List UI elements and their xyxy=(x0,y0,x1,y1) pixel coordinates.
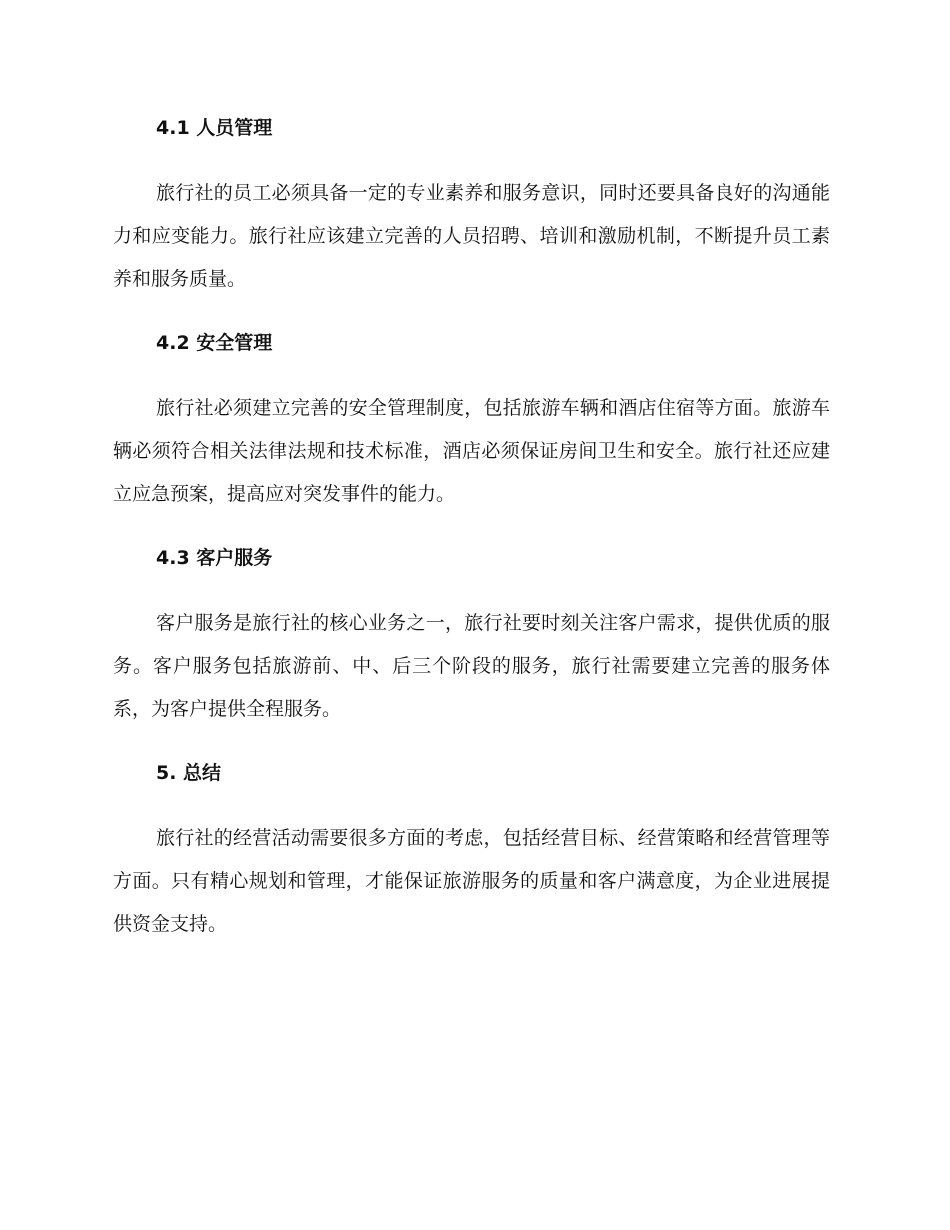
section-heading: 4.3 客户服务 xyxy=(156,547,273,569)
section-paragraph: 旅行社的经营活动需要很多方面的考虑，包括经营目标、经营策略和经营管理等方面。只有精心规划和管理，才能保证旅游服务的质量和客户满意度，为企业进展提供资金支持。 xyxy=(113,827,830,935)
section-paragraph: 客户服务是旅行社的核心业务之一，旅行社要时刻关注客户需求，提供优质的服务。客户服务包括旅游前、中、后三个阶段的服务，旅行社需要建立完善的服务体系，为客户提供全程服务。 xyxy=(113,612,830,720)
section-personnel-management xyxy=(113,114,830,301)
section-summary xyxy=(113,759,830,946)
section-paragraph: 旅行社的员工必须具备一定的专业素养和服务意识，同时还要具备良好的沟通能力和应变能力。旅行社应该建立完善的人员招聘、培训和激励机制，不断提升员工素养和服务质量。 xyxy=(113,182,830,290)
section-safety-management xyxy=(113,329,830,516)
section-heading: 5. 总结 xyxy=(156,762,222,784)
section-paragraph: 旅行社必须建立完善的安全管理制度，包括旅游车辆和酒店住宿等方面。旅游车辆必须符合相关法律法规和技术标准，酒店必须保证房间卫生和安全。旅行社还应建立应急预案，提高应对突发事件的能力。 xyxy=(113,397,830,505)
section-heading: 4.1 人员管理 xyxy=(156,117,273,139)
section-heading: 4.2 安全管理 xyxy=(156,332,273,354)
section-customer-service xyxy=(113,544,830,731)
